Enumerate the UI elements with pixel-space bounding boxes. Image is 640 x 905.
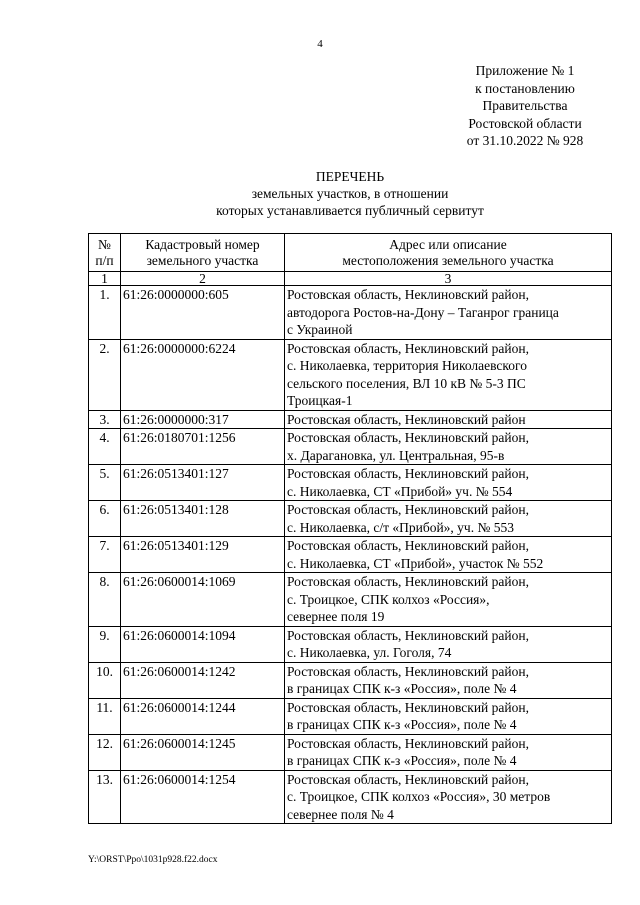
address-line: х. Дарагановка, ул. Центральная, 95-в — [287, 447, 505, 463]
address-cell — [285, 429, 612, 465]
header-cadastral-line2: земельного участка — [146, 252, 259, 268]
address-line: Ростовская область, Неклиновский район, — [287, 663, 529, 679]
row-number: 10. — [89, 662, 121, 698]
appendix-line: Приложение № 1 — [475, 63, 575, 78]
address-cell — [285, 501, 612, 537]
address-cell — [285, 573, 612, 627]
address-cell — [285, 286, 612, 340]
appendix-line: от 31.10.2022 № 928 — [466, 133, 584, 148]
table-row — [89, 698, 612, 734]
address-cell — [285, 537, 612, 573]
cadastral-number: 61:26:0513401:127 — [121, 465, 285, 501]
row-number: 6. — [89, 501, 121, 537]
table-row — [89, 626, 612, 662]
address-line: с. Троицкое, СПК колхоз «Россия», 30 метров — [287, 789, 551, 804]
address-cell — [285, 339, 612, 410]
address-cell — [285, 410, 612, 429]
cadastral-number: 61:26:0513401:128 — [121, 501, 285, 537]
land-plots-table — [88, 233, 612, 824]
address-cell — [285, 662, 612, 698]
row-number: 12. — [89, 734, 121, 770]
header-address-line1: Адрес или описание — [389, 236, 507, 252]
address-line: Ростовская область, Неклиновский район, — [287, 340, 529, 356]
table-row — [89, 573, 612, 627]
address-cell — [285, 770, 612, 824]
table-row — [89, 770, 612, 824]
address-line: Ростовская область, Неклиновский район, — [287, 287, 529, 302]
page-number: 4 — [317, 38, 323, 50]
address-line: Ростовская область, Неклиновский район, — [287, 430, 529, 445]
cadastral-number: 61:26:0513401:129 — [121, 537, 285, 573]
address-line: в границах СПК к-з «Россия», поле № 4 — [287, 681, 517, 696]
table-body — [89, 286, 612, 824]
address-line: Ростовская область, Неклиновский район, — [287, 771, 529, 787]
table-row — [89, 410, 612, 429]
appendix-line: Ростовской области — [468, 115, 582, 131]
table-row — [89, 501, 612, 537]
address-line: автодорога Ростов-на-Дону – Таганрог граница — [287, 304, 559, 320]
address-line: с. Николаевка, территория Николаевского — [287, 358, 528, 373]
appendix-line: Правительства — [482, 98, 568, 113]
column-number: 1 — [89, 272, 121, 286]
address-line: с Украиной — [287, 322, 353, 337]
cadastral-number: 61:26:0600014:1244 — [121, 698, 285, 734]
cadastral-number: 61:26:0600014:1094 — [121, 626, 285, 662]
address-line: в границах СПК к-з «Россия», поле № 4 — [287, 717, 517, 732]
appendix-header — [440, 62, 610, 150]
address-cell — [285, 698, 612, 734]
cadastral-number: 61:26:0600014:1245 — [121, 734, 285, 770]
cadastral-number: 61:26:0600014:1069 — [121, 573, 285, 627]
column-number: 3 — [285, 272, 612, 286]
address-line: севернее поля 19 — [287, 609, 385, 624]
row-number: 9. — [89, 626, 121, 662]
address-line: с. Николаевка, СТ «Прибой», участок № 552 — [287, 555, 544, 571]
header-cadastral-line1: Кадастровый номер — [145, 236, 260, 252]
address-line: в границах СПК к-з «Россия», поле № 4 — [287, 753, 517, 768]
row-number: 11. — [89, 698, 121, 734]
address-line: Ростовская область, Неклиновский район — [287, 411, 526, 427]
column-numbers-row — [89, 272, 612, 286]
row-number: 5. — [89, 465, 121, 501]
table-row — [89, 465, 612, 501]
header-address — [285, 234, 612, 272]
cadastral-number: 61:26:0000000:605 — [121, 286, 285, 340]
row-number: 3. — [89, 410, 121, 429]
address-line: Ростовская область, Неклиновский район, — [287, 699, 529, 715]
title-line: которых устанавливается публичный сервитут — [216, 203, 484, 218]
address-cell — [285, 734, 612, 770]
row-number: 13. — [89, 770, 121, 824]
header-num-line1: № — [98, 236, 111, 252]
row-number: 7. — [89, 537, 121, 573]
cadastral-number: 61:26:0600014:1254 — [121, 770, 285, 824]
address-line: с. Троицкое, СПК колхоз «Россия», — [287, 591, 490, 607]
file-path-footer: Y:\ORST\Ppo\1031p928.f22.docx — [88, 855, 218, 865]
cadastral-number: 61:26:0000000:6224 — [121, 339, 285, 410]
address-line: с. Николаевка, СТ «Прибой» уч. № 554 — [287, 483, 513, 499]
table-header-row — [89, 234, 612, 272]
header-num-line2: п/п — [95, 252, 114, 268]
cadastral-number: 61:26:0600014:1242 — [121, 662, 285, 698]
document-title — [0, 168, 640, 219]
address-line: Ростовская область, Неклиновский район, — [287, 627, 529, 643]
header-address-line2: местоположения земельного участка — [342, 252, 554, 268]
cadastral-number: 61:26:0180701:1256 — [121, 429, 285, 465]
table-row — [89, 662, 612, 698]
row-number: 8. — [89, 573, 121, 627]
table-row — [89, 537, 612, 573]
address-line: Ростовская область, Неклиновский район, — [287, 502, 529, 517]
address-line: с. Николаевка, ул. Гоголя, 74 — [287, 645, 452, 660]
header-cadastral — [121, 234, 285, 272]
cadastral-number: 61:26:0000000:317 — [121, 410, 285, 429]
appendix-line: к постановлению — [475, 80, 575, 96]
address-line: Ростовская область, Неклиновский район, — [287, 574, 529, 589]
address-cell — [285, 626, 612, 662]
row-number: 4. — [89, 429, 121, 465]
address-line: севернее поля № 4 — [287, 806, 394, 822]
title-line: земельных участков, в отношении — [251, 186, 449, 201]
address-line: Троицкая-1 — [287, 393, 353, 408]
address-line: Ростовская область, Неклиновский район, — [287, 735, 529, 751]
table-row — [89, 286, 612, 340]
address-line: Ростовская область, Неклиновский район, — [287, 538, 529, 553]
address-line: с. Николаевка, с/т «Прибой», уч. № 553 — [287, 519, 514, 535]
table-row — [89, 339, 612, 410]
address-line: Ростовская область, Неклиновский район, — [287, 466, 529, 481]
row-number: 1. — [89, 286, 121, 340]
title-heading: ПЕРЕЧЕНЬ — [315, 169, 385, 184]
address-line: сельского поселения, ВЛ 10 кВ № 5-3 ПС — [287, 375, 526, 391]
table-row — [89, 734, 612, 770]
row-number: 2. — [89, 339, 121, 410]
header-num — [89, 234, 121, 272]
column-number: 2 — [121, 272, 285, 286]
address-cell — [285, 465, 612, 501]
table-row — [89, 429, 612, 465]
